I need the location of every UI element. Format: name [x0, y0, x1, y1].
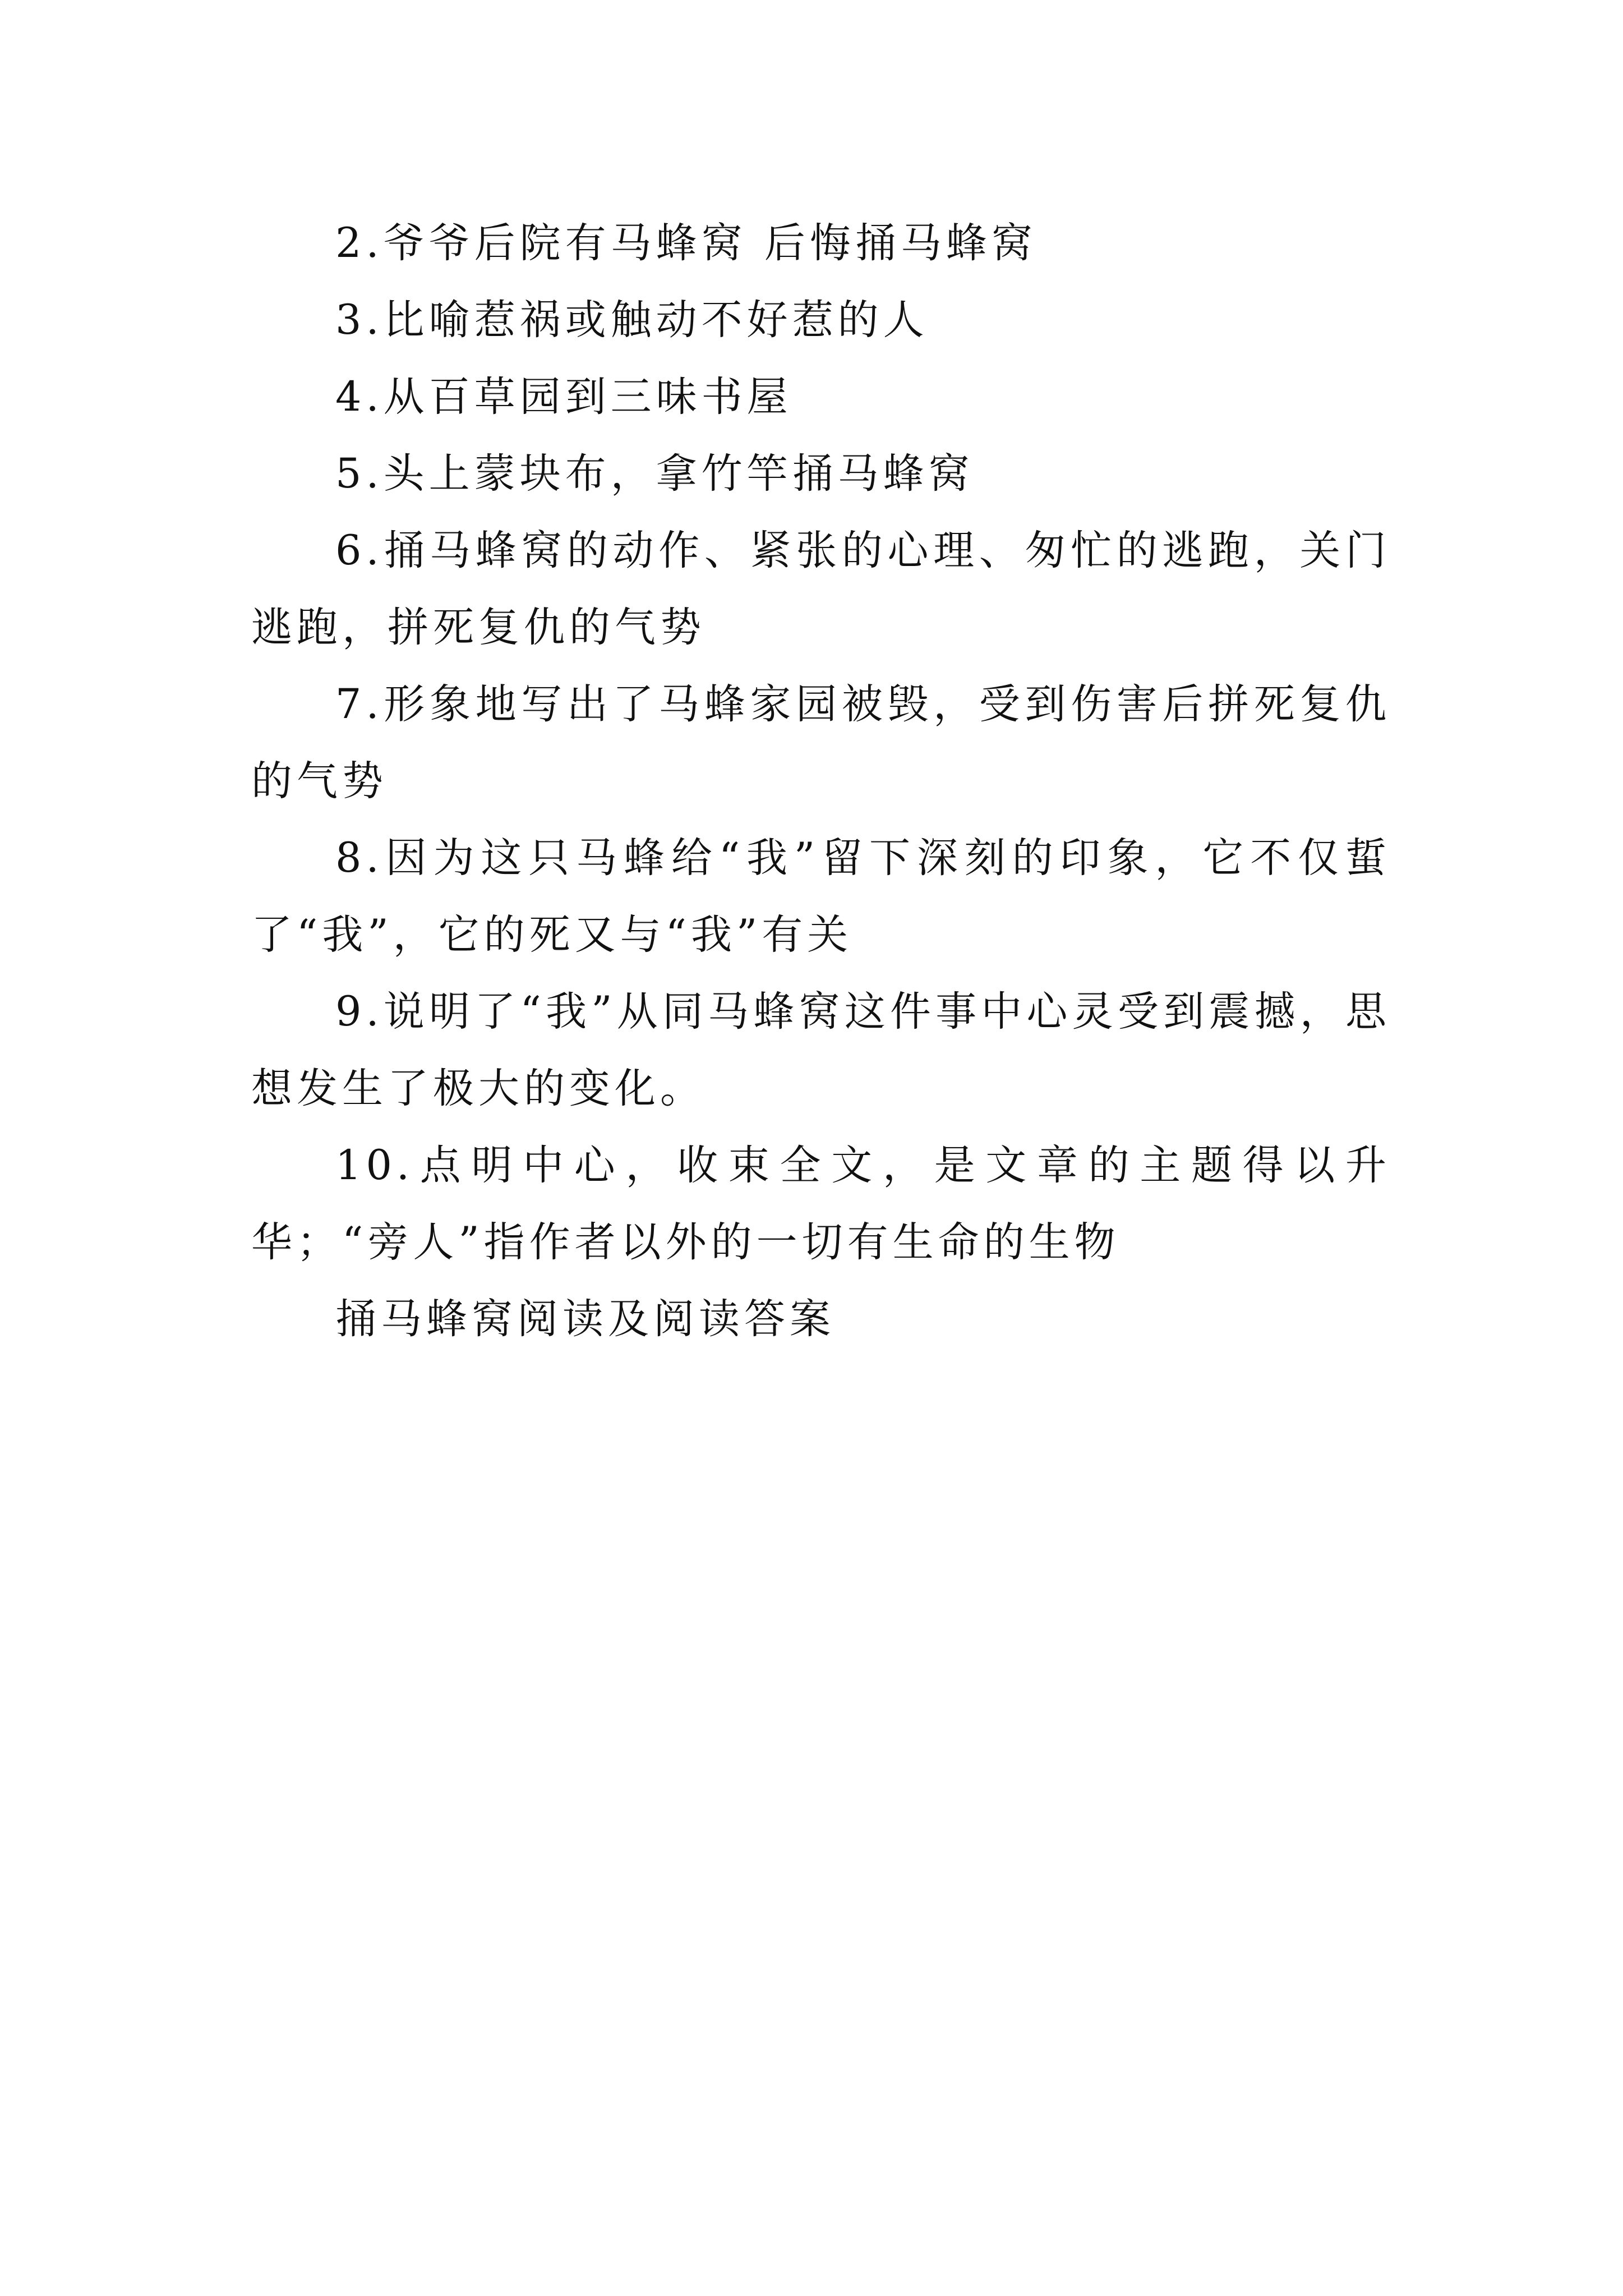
answer-text: 7.形象地写出了马蜂家园被毁，受到伤害后拼死复仇的气势	[251, 680, 1391, 805]
answer-paragraph-9	[251, 973, 1391, 1127]
answer-paragraph-10	[251, 1127, 1391, 1281]
answer-paragraph-3	[251, 282, 1391, 358]
answer-text-body	[251, 205, 1391, 1358]
answer-text: 3.比喻惹祸或触动不好惹的人	[335, 296, 929, 344]
answer-text: 9.说明了“我”从同马蜂窝这件事中心灵受到震撼，思想发生了极大的变化。	[251, 988, 1391, 1112]
answer-text: 5.头上蒙块布，拿竹竿捅马蜂窝	[335, 450, 974, 498]
answer-text: 6.捅马蜂窝的动作、紧张的心理、匆忙的逃跑，关门逃跑，拼死复仇的气势	[251, 527, 1391, 651]
answer-text: 4.从百草园到三味书屋	[335, 373, 792, 421]
answer-paragraph-7	[251, 666, 1391, 820]
answer-paragraph-5	[251, 435, 1391, 512]
answer-paragraph-2	[251, 205, 1391, 282]
answer-text: 10.点明中心，收束全文，是文章的主题得以升华；“旁人”指作者以外的一切有生命的生物	[251, 1142, 1391, 1266]
answer-paragraph-4	[251, 358, 1391, 435]
answer-paragraph-8	[251, 820, 1391, 973]
answer-text: 捅马蜂窝阅读及阅读答案	[335, 1295, 835, 1343]
document-title-line	[251, 1281, 1391, 1358]
answer-text: 2.爷爷后院有马蜂窝 后悔捅马蜂窝	[335, 219, 1037, 267]
answer-paragraph-6	[251, 512, 1391, 666]
answer-text: 8.因为这只马蜂给“我”留下深刻的印象，它不仅蜇了“我”，它的死又与“我”有关	[251, 834, 1391, 959]
